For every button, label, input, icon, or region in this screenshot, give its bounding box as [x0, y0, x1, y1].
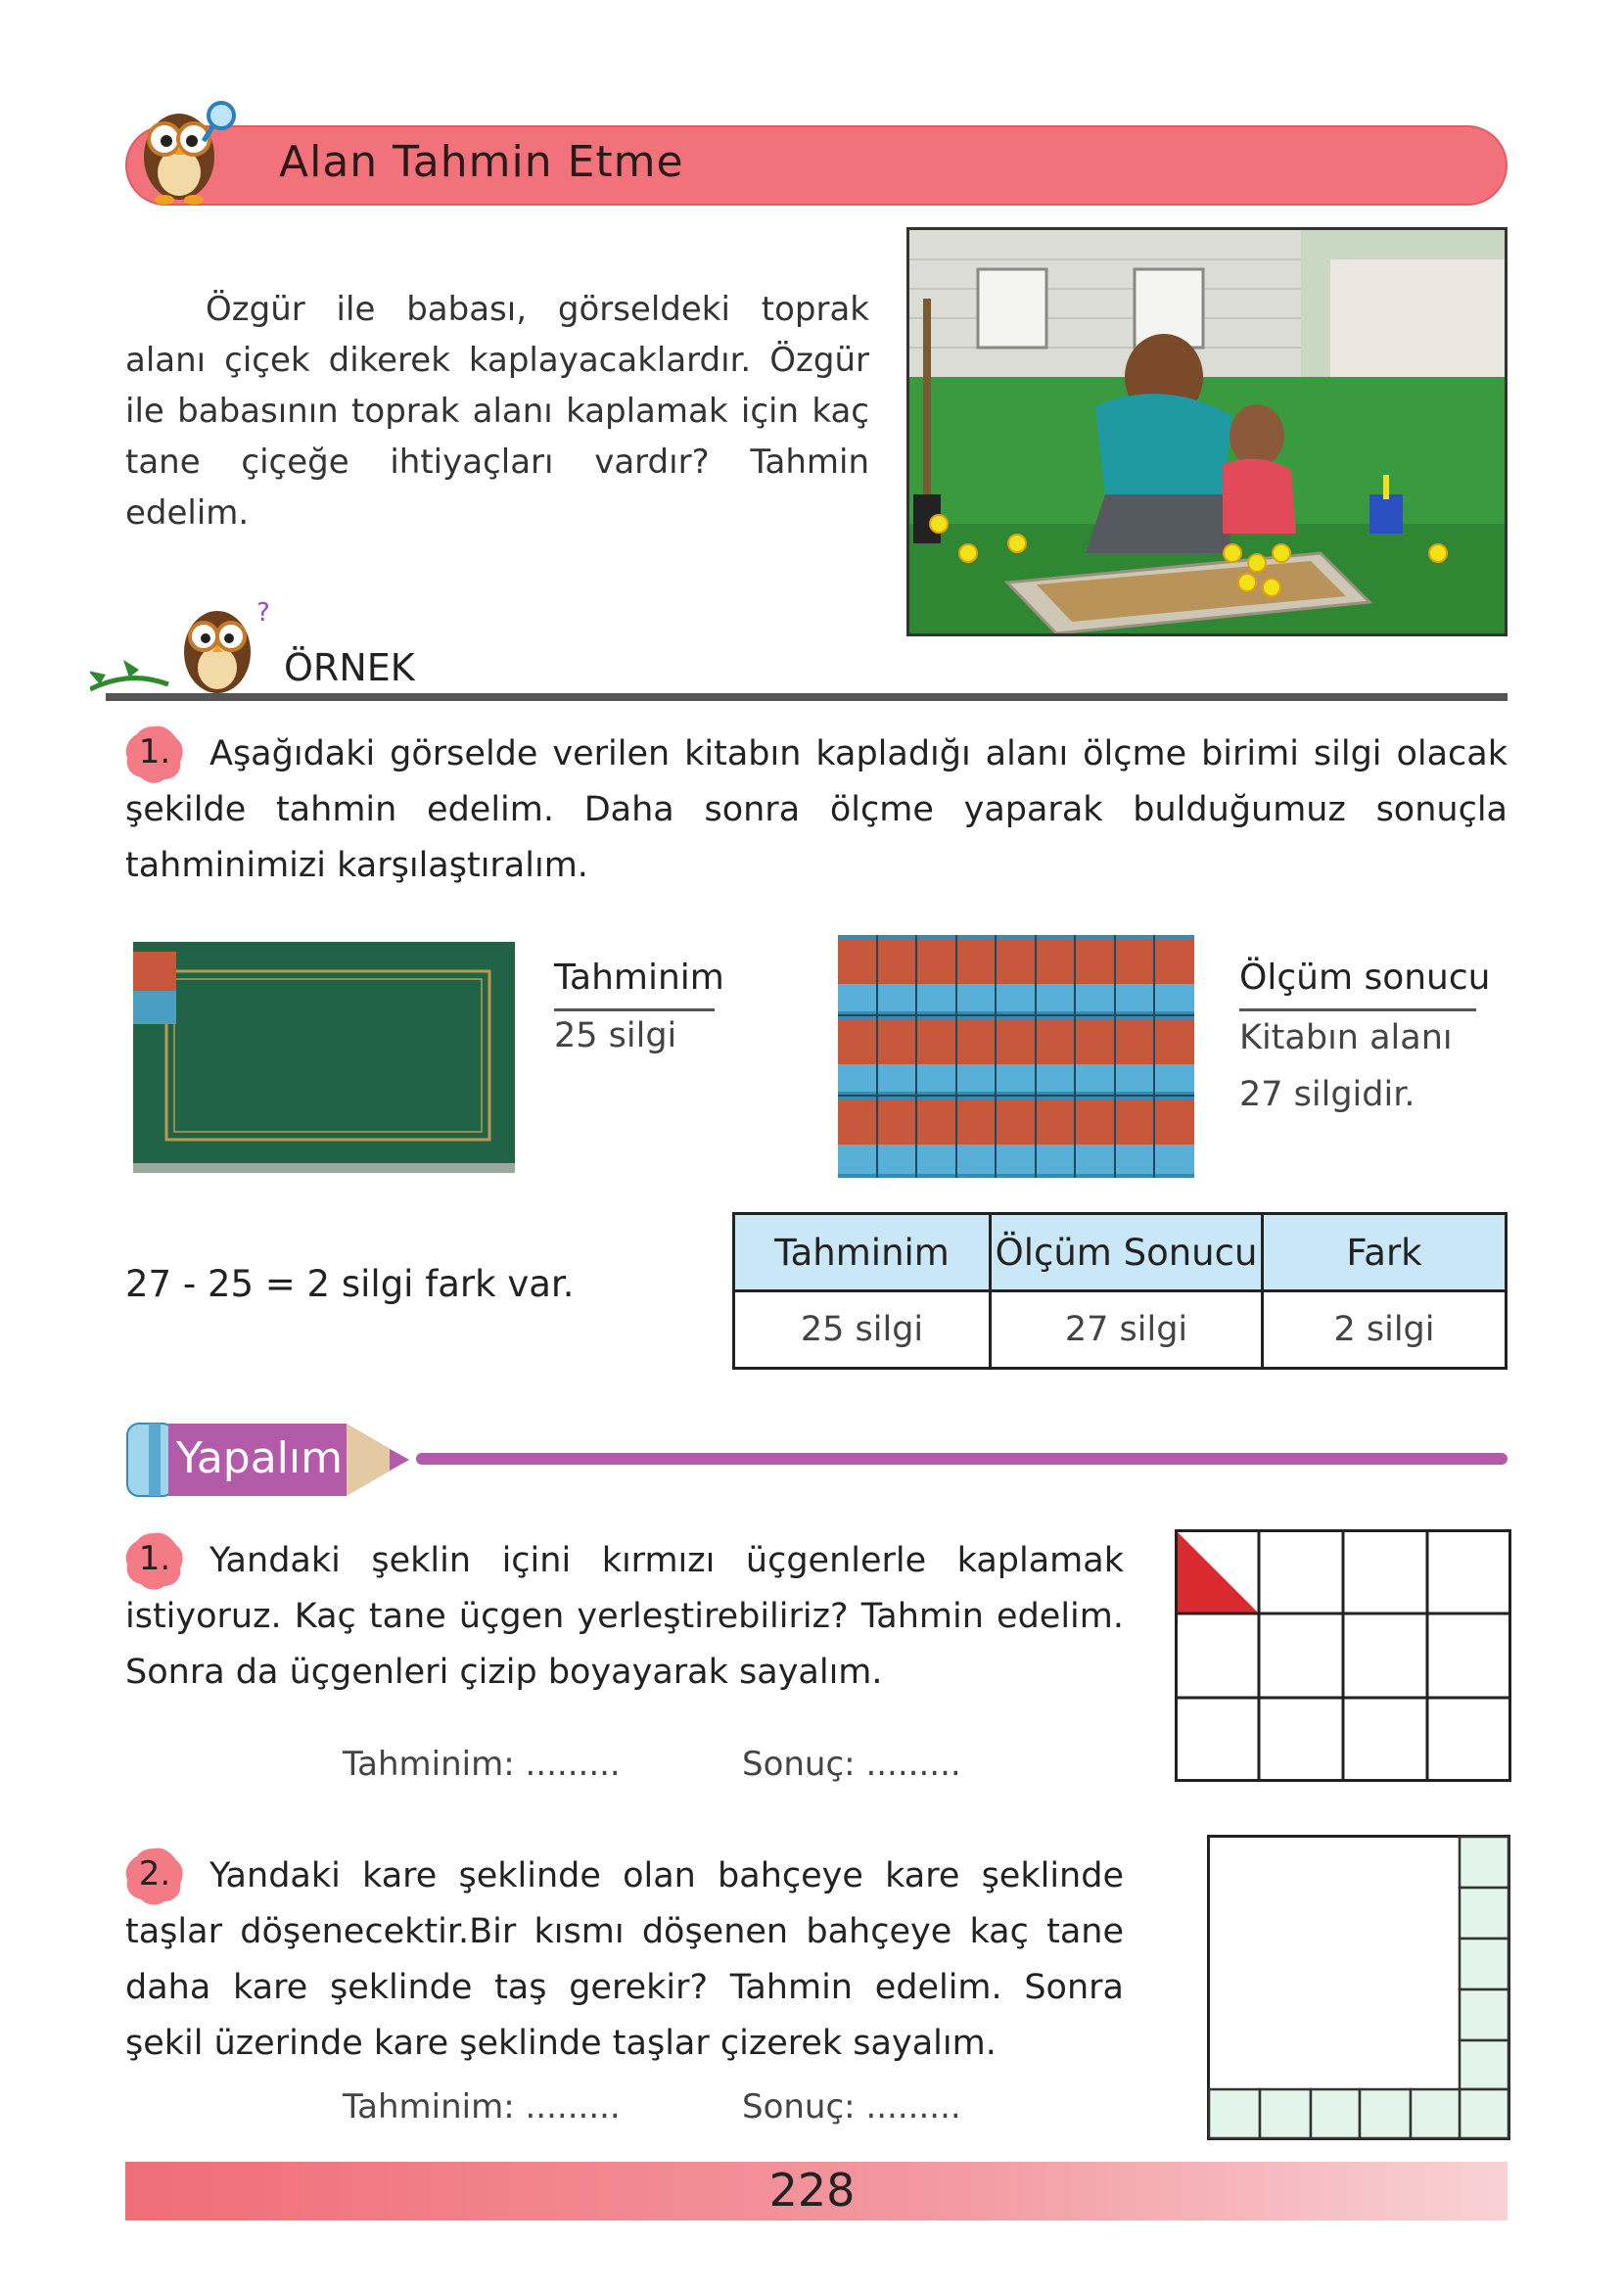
triangle-grid[interactable] — [1175, 1529, 1511, 1782]
result-line-2: 27 silgidir. — [1239, 1075, 1415, 1114]
q1-result: Sonuç: ......... — [742, 1745, 961, 1784]
q2-result: Sonuç: ......... — [742, 2087, 961, 2127]
result-line-1: Kitabın alanı — [1239, 1018, 1453, 1057]
table-row — [734, 1291, 1507, 1369]
yapalim-label: Yapalım — [176, 1433, 343, 1483]
result-underline — [1239, 1008, 1476, 1011]
table-cell-difference: 2 silgi — [1263, 1291, 1507, 1369]
example-number: 1. — [138, 732, 171, 771]
owl-magnifier-icon — [125, 90, 238, 208]
red-triangle — [1177, 1531, 1259, 1613]
table-header-row — [734, 1214, 1507, 1291]
green-book-image — [133, 942, 515, 1175]
q1-number: 1. — [138, 1539, 171, 1578]
garden-photo — [906, 227, 1508, 636]
table-header-estimate: Tahminim — [734, 1214, 991, 1291]
intro-text: Özgür ile babası, görseldeki toprak alanı çiçek dikerek kaplayacaklardır. Özgür ile babasının toprak alanı kaplamak için kaç tane çiçeğe ihtiyaçları vardır? Tahmin edelim. — [125, 290, 869, 533]
example-question — [125, 726, 1508, 894]
square-garden-tiles[interactable] — [1207, 1835, 1510, 2140]
difference-calculation: 27 - 25 = 2 silgi fark var. — [125, 1263, 575, 1305]
estimate-underline — [554, 1008, 715, 1011]
yapalim-line — [416, 1453, 1508, 1465]
table-cell-estimate: 25 silgi — [734, 1291, 991, 1369]
page-number: 228 — [768, 2164, 856, 2217]
q2-estimate: Tahminim: ......... — [343, 2087, 621, 2127]
q1-question — [125, 1533, 1124, 1701]
result-title: Ölçüm sonucu — [1239, 958, 1491, 998]
q1-estimate: Tahminim: ......... — [343, 1745, 621, 1784]
father-son-planting-illustration — [909, 230, 1505, 633]
table-cell-result: 27 silgi — [991, 1291, 1263, 1369]
q2-number: 2. — [138, 1854, 171, 1894]
table-header-difference: Fark — [1263, 1214, 1507, 1291]
example-divider — [106, 693, 1508, 701]
estimate-title: Tahminim — [554, 958, 724, 998]
example-label: ÖRNEK — [284, 646, 415, 689]
estimate-value: 25 silgi — [554, 1016, 677, 1055]
q2-text: Yandaki kare şeklinde olan bahçeye kare şeklinde taşlar döşenecektir.Bir kısmı döşenen bahçeye kaç tane daha kare şeklinde taş gerekir? Tahmin edelim. Sonra şekil üzerinde kare şeklinde taşlar çizerek sayalım. — [125, 1856, 1124, 2063]
example-question-text: Aşağıdaki görselde verilen kitabın kapladığı alanı ölçme birimi silgi olacak şekilde tahmin edelim. Daha sonra ölçme yaparak bulduğumuz sonuçla tahminimizi karşılaştıralım. — [125, 734, 1508, 885]
table-header-result: Ölçüm Sonucu — [991, 1214, 1263, 1291]
eraser-covered-book-image — [838, 935, 1194, 1178]
comparison-table — [732, 1212, 1508, 1370]
svg-text:?: ? — [256, 598, 270, 628]
q1-text: Yandaki şeklin içini kırmızı üçgenlerle kaplamak istiyoruz. Kaç tane üçgen yerleştirebiliriz? Tahmin edelim. Sonra da üçgenleri çizip boyayarak sayalım. — [125, 1541, 1124, 1692]
q2-question — [125, 1848, 1124, 2072]
intro-paragraph — [125, 284, 869, 538]
page-title: Alan Tahmin Etme — [279, 137, 684, 187]
